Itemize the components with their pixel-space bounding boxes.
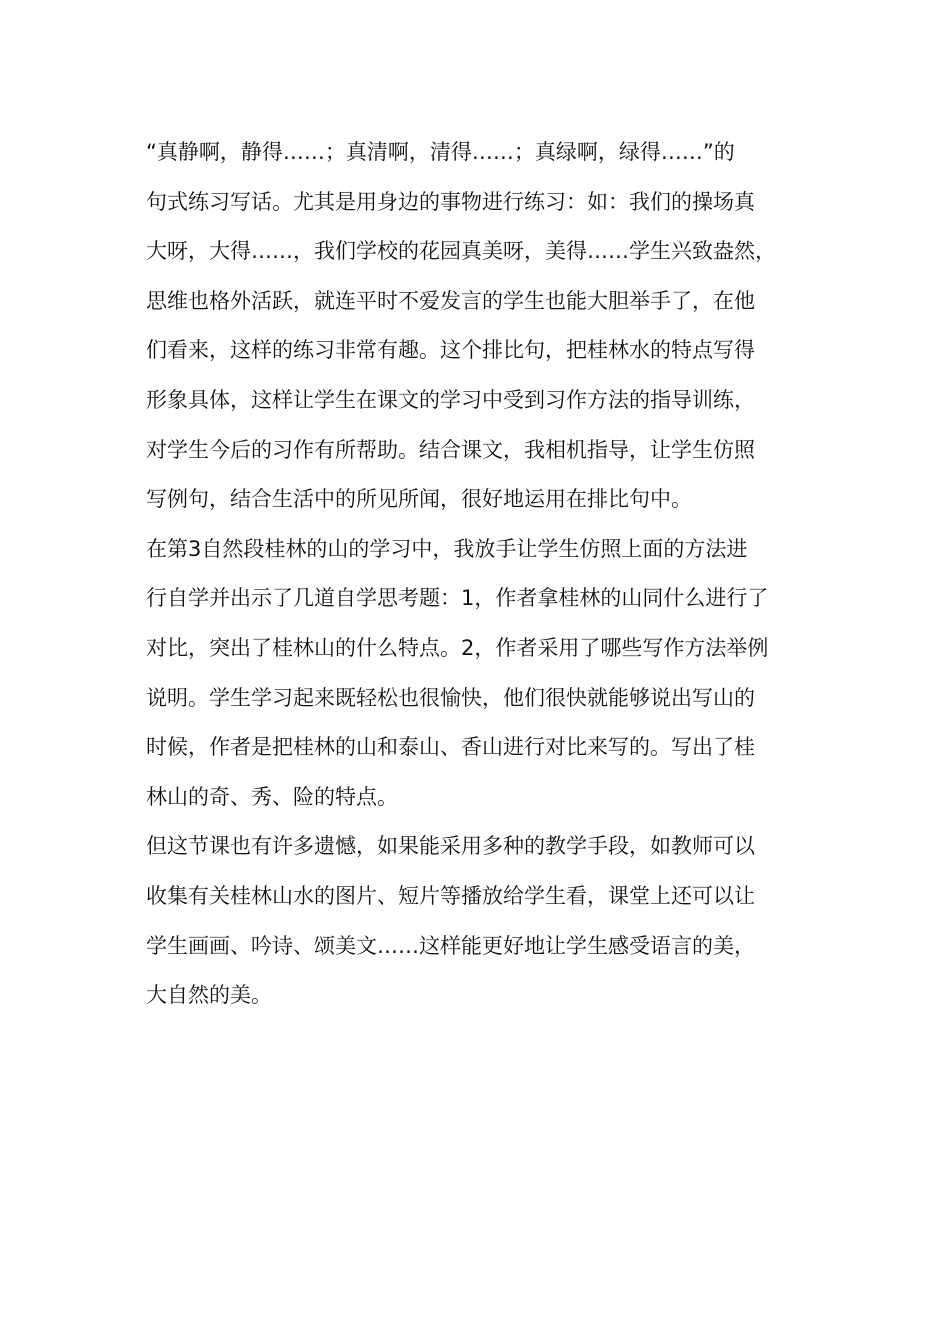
paragraph-line-7: 对学生今后的习作有所帮助。结合课文，我相机指导，让学生仿照 bbox=[146, 437, 755, 462]
paragraph-line-16: 收集有关桂林山水的图片、短片等播放给学生看，课堂上还可以让 bbox=[146, 883, 755, 908]
paragraph-line-3: 大呀，大得……，我们学校的花园真美呀，美得……学生兴致盎然， bbox=[146, 239, 776, 264]
paragraph-line-12: 说明。学生学习起来既轻松也很愉快，他们很快就能够说出写山的 bbox=[146, 685, 755, 710]
paragraph-line-4: 思维也格外活跃，就连平时不爱发言的学生也能大胆举手了，在他 bbox=[146, 288, 755, 313]
paragraph-line-13: 时候，作者是把桂林的山和泰山、香山进行对比来写的。写出了桂 bbox=[146, 735, 755, 760]
paragraph-line-10: 行自学并出示了几道自学思考题：1，作者拿桂林的山同什么进行了 bbox=[146, 586, 769, 611]
paragraph-line-1: “真静啊，静得……；真清啊，清得……；真绿啊，绿得……”的 bbox=[146, 140, 735, 164]
paragraph-line-18: 大自然的美。 bbox=[146, 983, 272, 1008]
paragraph-line-2: 句式练习写话。尤其是用身边的事物进行练习：如：我们的操场真 bbox=[146, 189, 755, 214]
paragraph-line-6: 形象具体，这样让学生在课文的学习中受到习作方法的指导训练， bbox=[146, 387, 755, 412]
paragraph-line-11: 对比，突出了桂林山的什么特点。2，作者采用了哪些写作方法举例 bbox=[146, 635, 769, 660]
paragraph-line-17: 学生画画、吟诗、颂美文……这样能更好地让学生感受语言的美， bbox=[146, 933, 755, 958]
document-body bbox=[146, 128, 846, 1021]
paragraph-line-5: 们看来，这样的练习非常有趣。这个排比句，把桂林水的特点写得 bbox=[146, 338, 755, 363]
paragraph-line-8: 写例句，结合生活中的所见所闻，很好地运用在排比句中。 bbox=[146, 487, 692, 512]
paragraph-line-9: 在第3自然段桂林的山的学习中，我放手让学生仿照上面的方法进 bbox=[146, 536, 748, 561]
paragraph-line-15: 但这节课也有许多遗憾，如果能采用多种的教学手段，如教师可以 bbox=[146, 834, 755, 859]
paragraph-line-14: 林山的奇、秀、险的特点。 bbox=[146, 784, 398, 809]
